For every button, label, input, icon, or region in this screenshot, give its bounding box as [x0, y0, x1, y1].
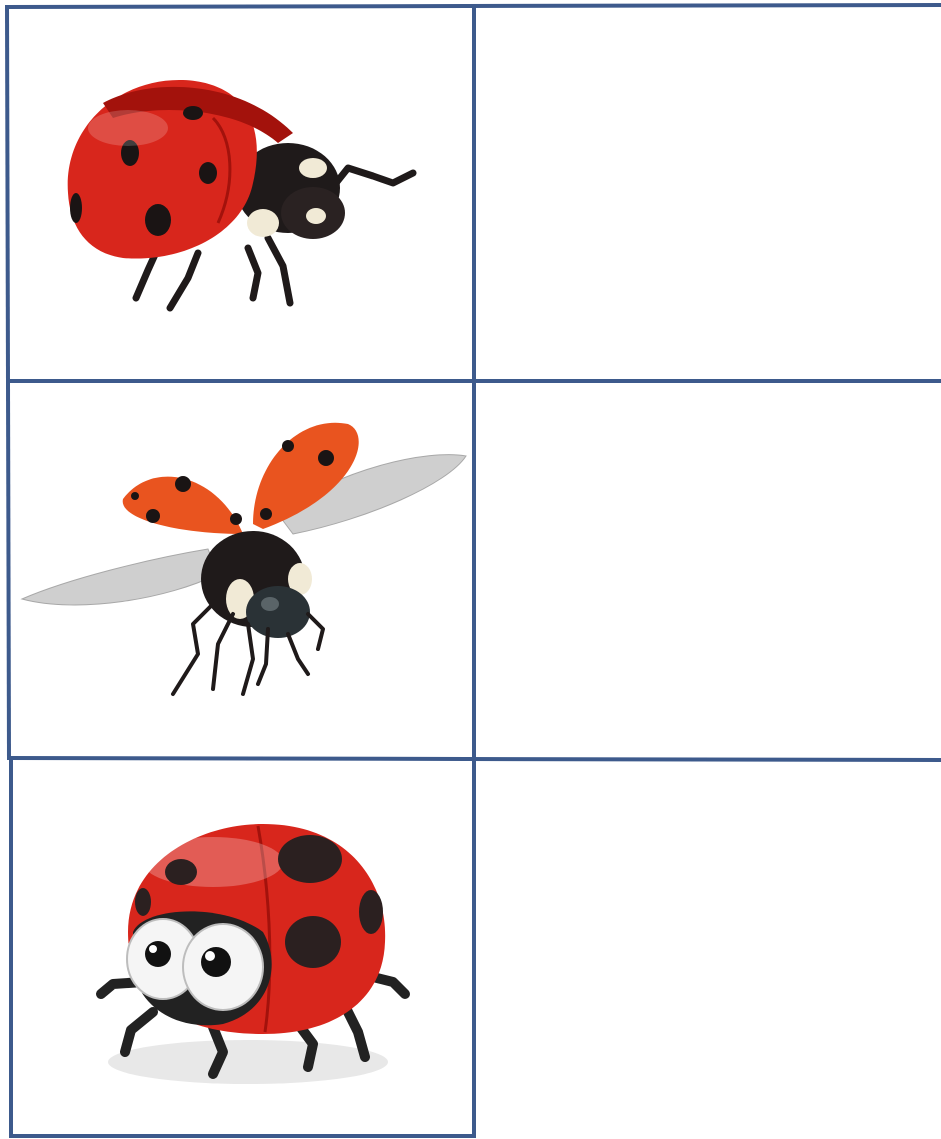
- answer-cell-row-2[interactable]: [477, 384, 941, 757]
- answer-cell-row-1[interactable]: [477, 8, 941, 380]
- ladybug-flying-icon: [8, 384, 473, 757]
- ladybug-cartoon-icon: [13, 762, 473, 1134]
- answer-cell-row-3[interactable]: [477, 762, 941, 1134]
- image-cell-row-1: [8, 8, 473, 380]
- ladybug-realistic-walking-icon: [8, 8, 473, 380]
- image-cell-row-3: [13, 762, 473, 1134]
- image-cell-row-2: [8, 384, 473, 757]
